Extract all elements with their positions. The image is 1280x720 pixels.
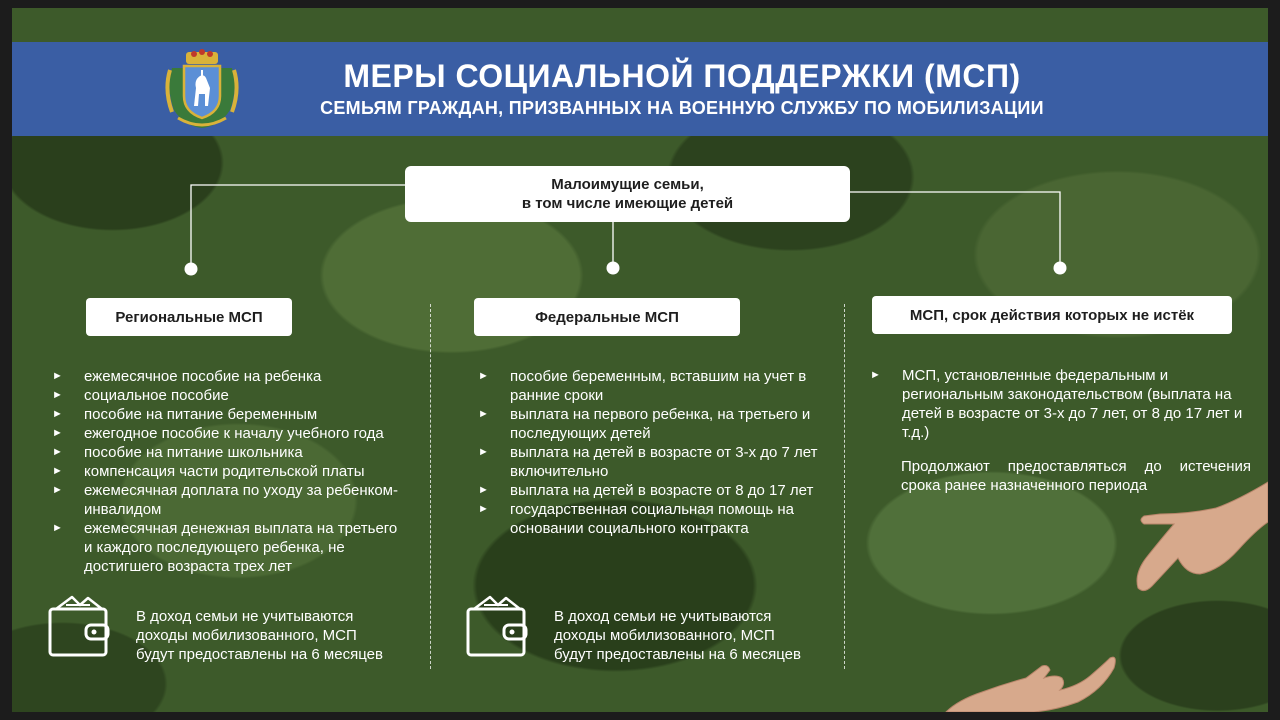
list-item: ► выплата на детей в возрасте от 3-х до 7 лет включительно (478, 444, 818, 480)
list-item: ► ежемесячное пособие на ребенка (52, 368, 322, 385)
connector-dot-right (1054, 262, 1067, 275)
target-group-line-2: в том числе имеющие детей (521, 195, 734, 212)
column-divider-left (430, 304, 431, 669)
regional-list (52, 367, 402, 576)
unexpired-list (870, 366, 1250, 442)
regional-title: Региональные МСП (86, 298, 292, 336)
wallet-icon (464, 593, 530, 659)
unexpired-note: Продолжают предоставляться до истечения срока ранее назначенного периода (901, 458, 1251, 494)
wallet-icon (46, 593, 112, 659)
list-item: ► пособие на питание школьника (52, 444, 303, 461)
federal-title: Федеральные МСП (474, 298, 740, 336)
list-item: ► ежемесячная денежная выплата на третьего и каждого последующего ребенка, не достигшего возраста трех лет (52, 520, 398, 575)
list-item: ► выплата на первого ребенка, на третьего и последующих детей (478, 406, 811, 442)
connector-left (191, 185, 405, 268)
list-item: ► компенсация части родительской платы (52, 463, 365, 480)
coat-of-arms-icon (164, 48, 240, 130)
list-item: ► государственная социальная помощь на основании социального контракта (478, 501, 795, 537)
list-item: ► ежемесячная доплата по уходу за ребенком-инвалидом (52, 482, 398, 518)
target-group-box (405, 166, 850, 222)
federal-list (478, 367, 818, 538)
list-item: ► ежегодное пособие к началу учебного года (52, 425, 384, 442)
helping-hands-icon (938, 478, 1268, 712)
connector-dot-left (185, 263, 198, 276)
list-item: ► МСП, установленные федеральным и региональным законодательством (выплата на детей в возрасте от 3-х до 7 лет, от 8 до 17 лет и т.д.) (870, 367, 1243, 441)
target-group-line-1: Малоимущие семьи, (551, 176, 704, 193)
regional-note: В доход семьи не учитываются доходы мобилизованного, МСП будут предоставлены на 6 месяцев (136, 608, 383, 663)
page-title: МЕРЫ СОЦИАЛЬНОЙ ПОДДЕРЖКИ (МСП) (343, 58, 1021, 94)
federal-note: В доход семьи не учитываются доходы мобилизованного, МСП будут предоставлены на 6 месяцев (554, 608, 801, 663)
header-banner (12, 42, 1268, 136)
page-subtitle: СЕМЬЯМ ГРАЖДАН, ПРИЗВАННЫХ НА ВОЕННУЮ СЛУЖБУ ПО МОБИЛИЗАЦИИ (320, 98, 1044, 118)
list-item: ► социальное пособие (52, 387, 229, 404)
connector-dot-center (607, 262, 620, 275)
connector-right (850, 192, 1060, 268)
list-item: ► выплата на детей в возрасте от 8 до 17 лет (478, 482, 814, 499)
unexpired-title: МСП, срок действия которых не истёк (872, 296, 1232, 334)
list-item: ► пособие беременным, вставшим на учет в ранние сроки (478, 368, 807, 404)
slide (12, 8, 1268, 712)
list-item: ► пособие на питание беременным (52, 406, 318, 423)
column-divider-right (844, 304, 845, 669)
